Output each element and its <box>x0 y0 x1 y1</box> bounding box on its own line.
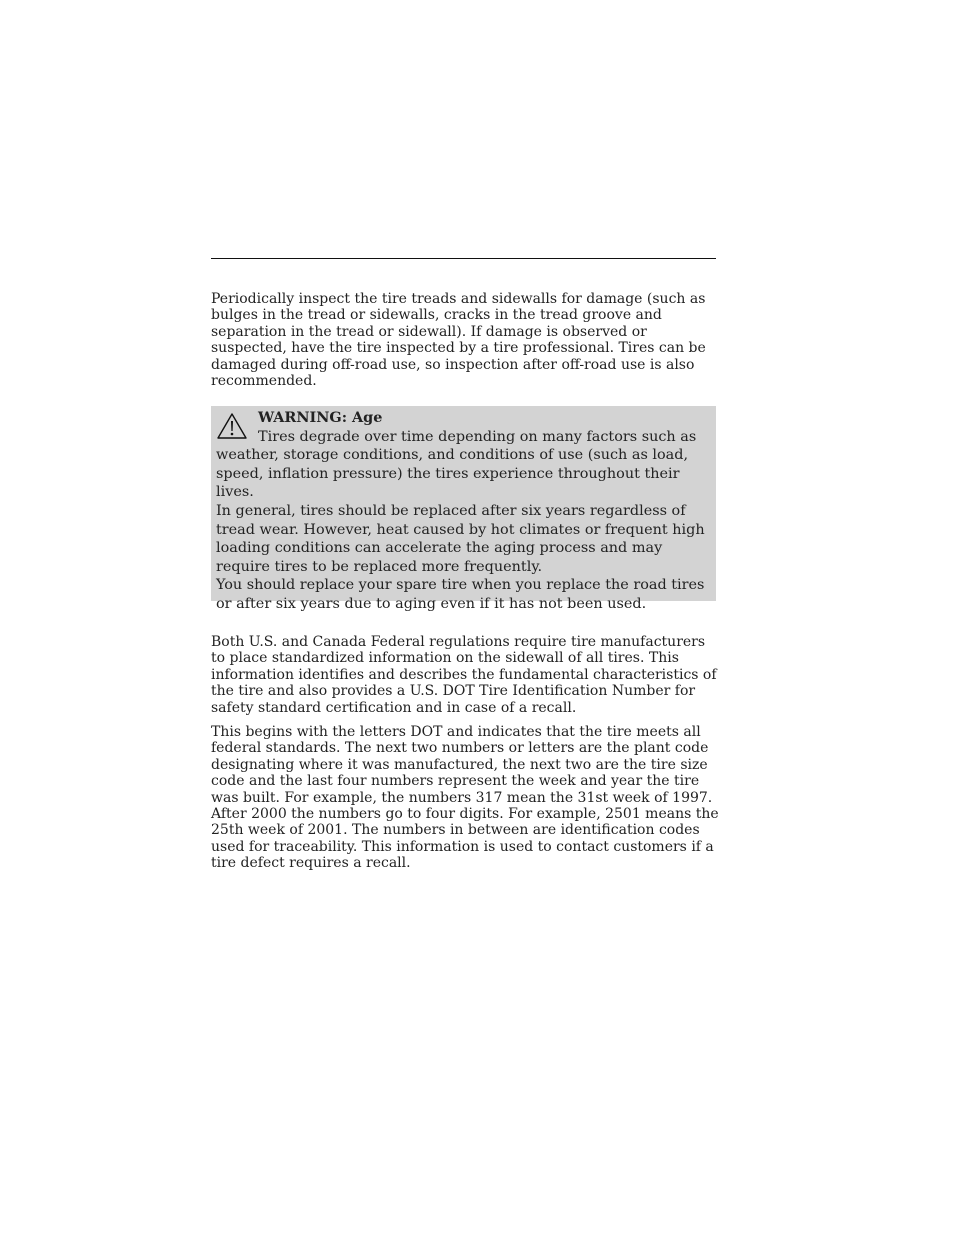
warning-box <box>211 406 716 612</box>
header-rule <box>211 258 716 259</box>
dot-number-paragraph: This begins with the letters DOT and indicates that the tire meets all federal standards. The next two numbers or letters are the plant code designating where it was manufactured, the next two are the tire size code and the last four numbers represent the week and year the tire was built. For example, the numbers 317 mean the 31st week of 1997. After 2000 the numbers go to four digits. For example, 2501 means the 25th week of 2001. The numbers in between are identification codes used for traceability. This information is used to contact customers if a tire defect requires a recall. <box>211 724 719 872</box>
warning-text: You should replace your spare tire when you replace the road tires or after six years due to aging even if it has not been used. <box>216 577 705 612</box>
warning-title: WARNING: Age <box>258 409 383 426</box>
warning-text: In general, tires should be replaced after six years regardless of tread wear. However, heat caused by hot climates or frequent high loading conditions can accelerate the aging process and may require tires to be replaced more frequently. <box>216 502 705 575</box>
regulations-paragraph: Both U.S. and Canada Federal regulations require tire manufacturers to place standardized information on the sidewall of all tires. This information identifies and describes the fundamental characteristics of the tire and also provides a U.S. DOT Tire Identification Number for safety standard certification and in case of a recall. <box>211 634 717 716</box>
inspection-paragraph: Periodically inspect the tire treads and sidewalls for damage (such as bulges in the tread or sidewalls, cracks in the tread groove and separation in the tread or sidewall). If damage is observed or suspected, have the tire inspected by a tire professional. Tires can be damaged during off-road use, so inspection after off-road use is also recommended. <box>211 291 706 390</box>
warning-triangle-icon <box>216 412 248 440</box>
warning-text: Tires degrade over time depending on many factors such as weather, storage conditions, and conditions of use (such as load, speed, inflation pressure) the tires experience throughout their lives. <box>216 428 697 501</box>
